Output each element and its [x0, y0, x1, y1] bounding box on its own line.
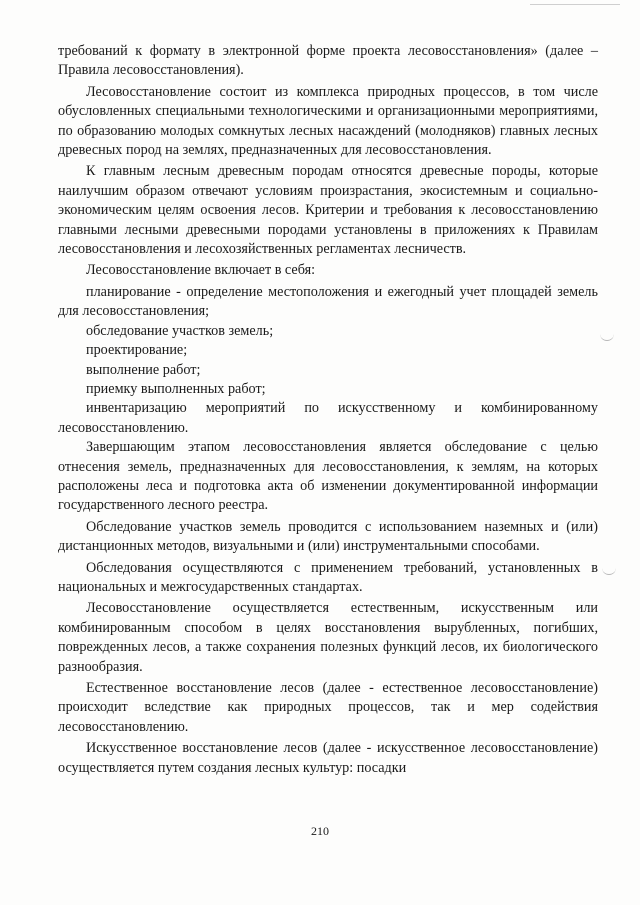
- list-item: планирование - определение местоположения и ежегодный учет площадей земель для лесовосстановления;: [58, 283, 598, 320]
- paragraph: Естественное восстановление лесов (далее - естественное лесовосстановление) происходит вследствие как природных процессов, так и мер содействия лесовосстановлению.: [58, 680, 598, 735]
- scan-margin-mark: [602, 568, 616, 575]
- scan-margin-mark: [600, 334, 614, 341]
- list-item: проектирование;: [86, 342, 188, 359]
- list-item: приемку выполненных работ;: [86, 380, 266, 397]
- paragraph: Лесовосстановление осуществляется естественным, искусственным или комбинированным способом в целях восстановления вырубленных, погибших, поврежденных лесов, а также сохранения полезных функций лесов, их биологического разнообразия.: [58, 600, 598, 675]
- paragraph: Обследования осуществляются с применением требований, установленных в национальных и межгосударственных стандартах.: [58, 559, 598, 595]
- list-item: инвентаризацию мероприятий по искусственному и комбинированному лесовосстановлению.: [58, 400, 598, 436]
- list-item: обследование участков земель;: [86, 322, 274, 339]
- page-number: 210: [311, 824, 329, 838]
- scan-edge-line: [530, 4, 620, 5]
- list-item: выполнение работ;: [86, 361, 201, 378]
- paragraph: Завершающим этапом лесовосстановления является обследование с целью отнесения земель, предназначенных для лесовосстановления, к землям, на которых расположены леса и подготовка акта об изменении документированной информации государственного лесного реестра.: [58, 439, 598, 514]
- paragraph: Обследование участков земель проводится с использованием наземных и (или) дистанционных методов, визуальными и (или) инструментальными способами.: [58, 518, 598, 555]
- paragraph: требований к формату в электронной форме проекта лесовосстановления» (далее – Правила лесовосстановления).: [58, 43, 598, 79]
- document-body: [58, 42, 598, 780]
- paragraph: Лесовосстановление состоит из комплекса природных процессов, в том числе обусловленных специальными технологическими и организационными мероприятиями, по образованию молодых сомкнутых лесных насаждений (молодняков) главных лесных древесных пород на землях, предназначенных для лесовосстановления.: [58, 83, 598, 159]
- paragraph: Лесовосстановление включает в себя:: [86, 262, 316, 279]
- paragraph: К главным лесным древесным породам относятся древесные породы, которые наилучшим образом отвечают условиям произрастания, экосистемным и социально-экономическим целям освоения лесов. Критерии и требования к лесовосстановлению главными лесными древесными породами установлены в приложениях к Правилам лесовосстановления и лесохозяйственных регламентах лесничеств.: [58, 163, 598, 258]
- paragraph: Искусственное восстановление лесов (далее - искусственное лесовосстановление) осуществляется путем создания лесных культур: посадки: [58, 740, 598, 776]
